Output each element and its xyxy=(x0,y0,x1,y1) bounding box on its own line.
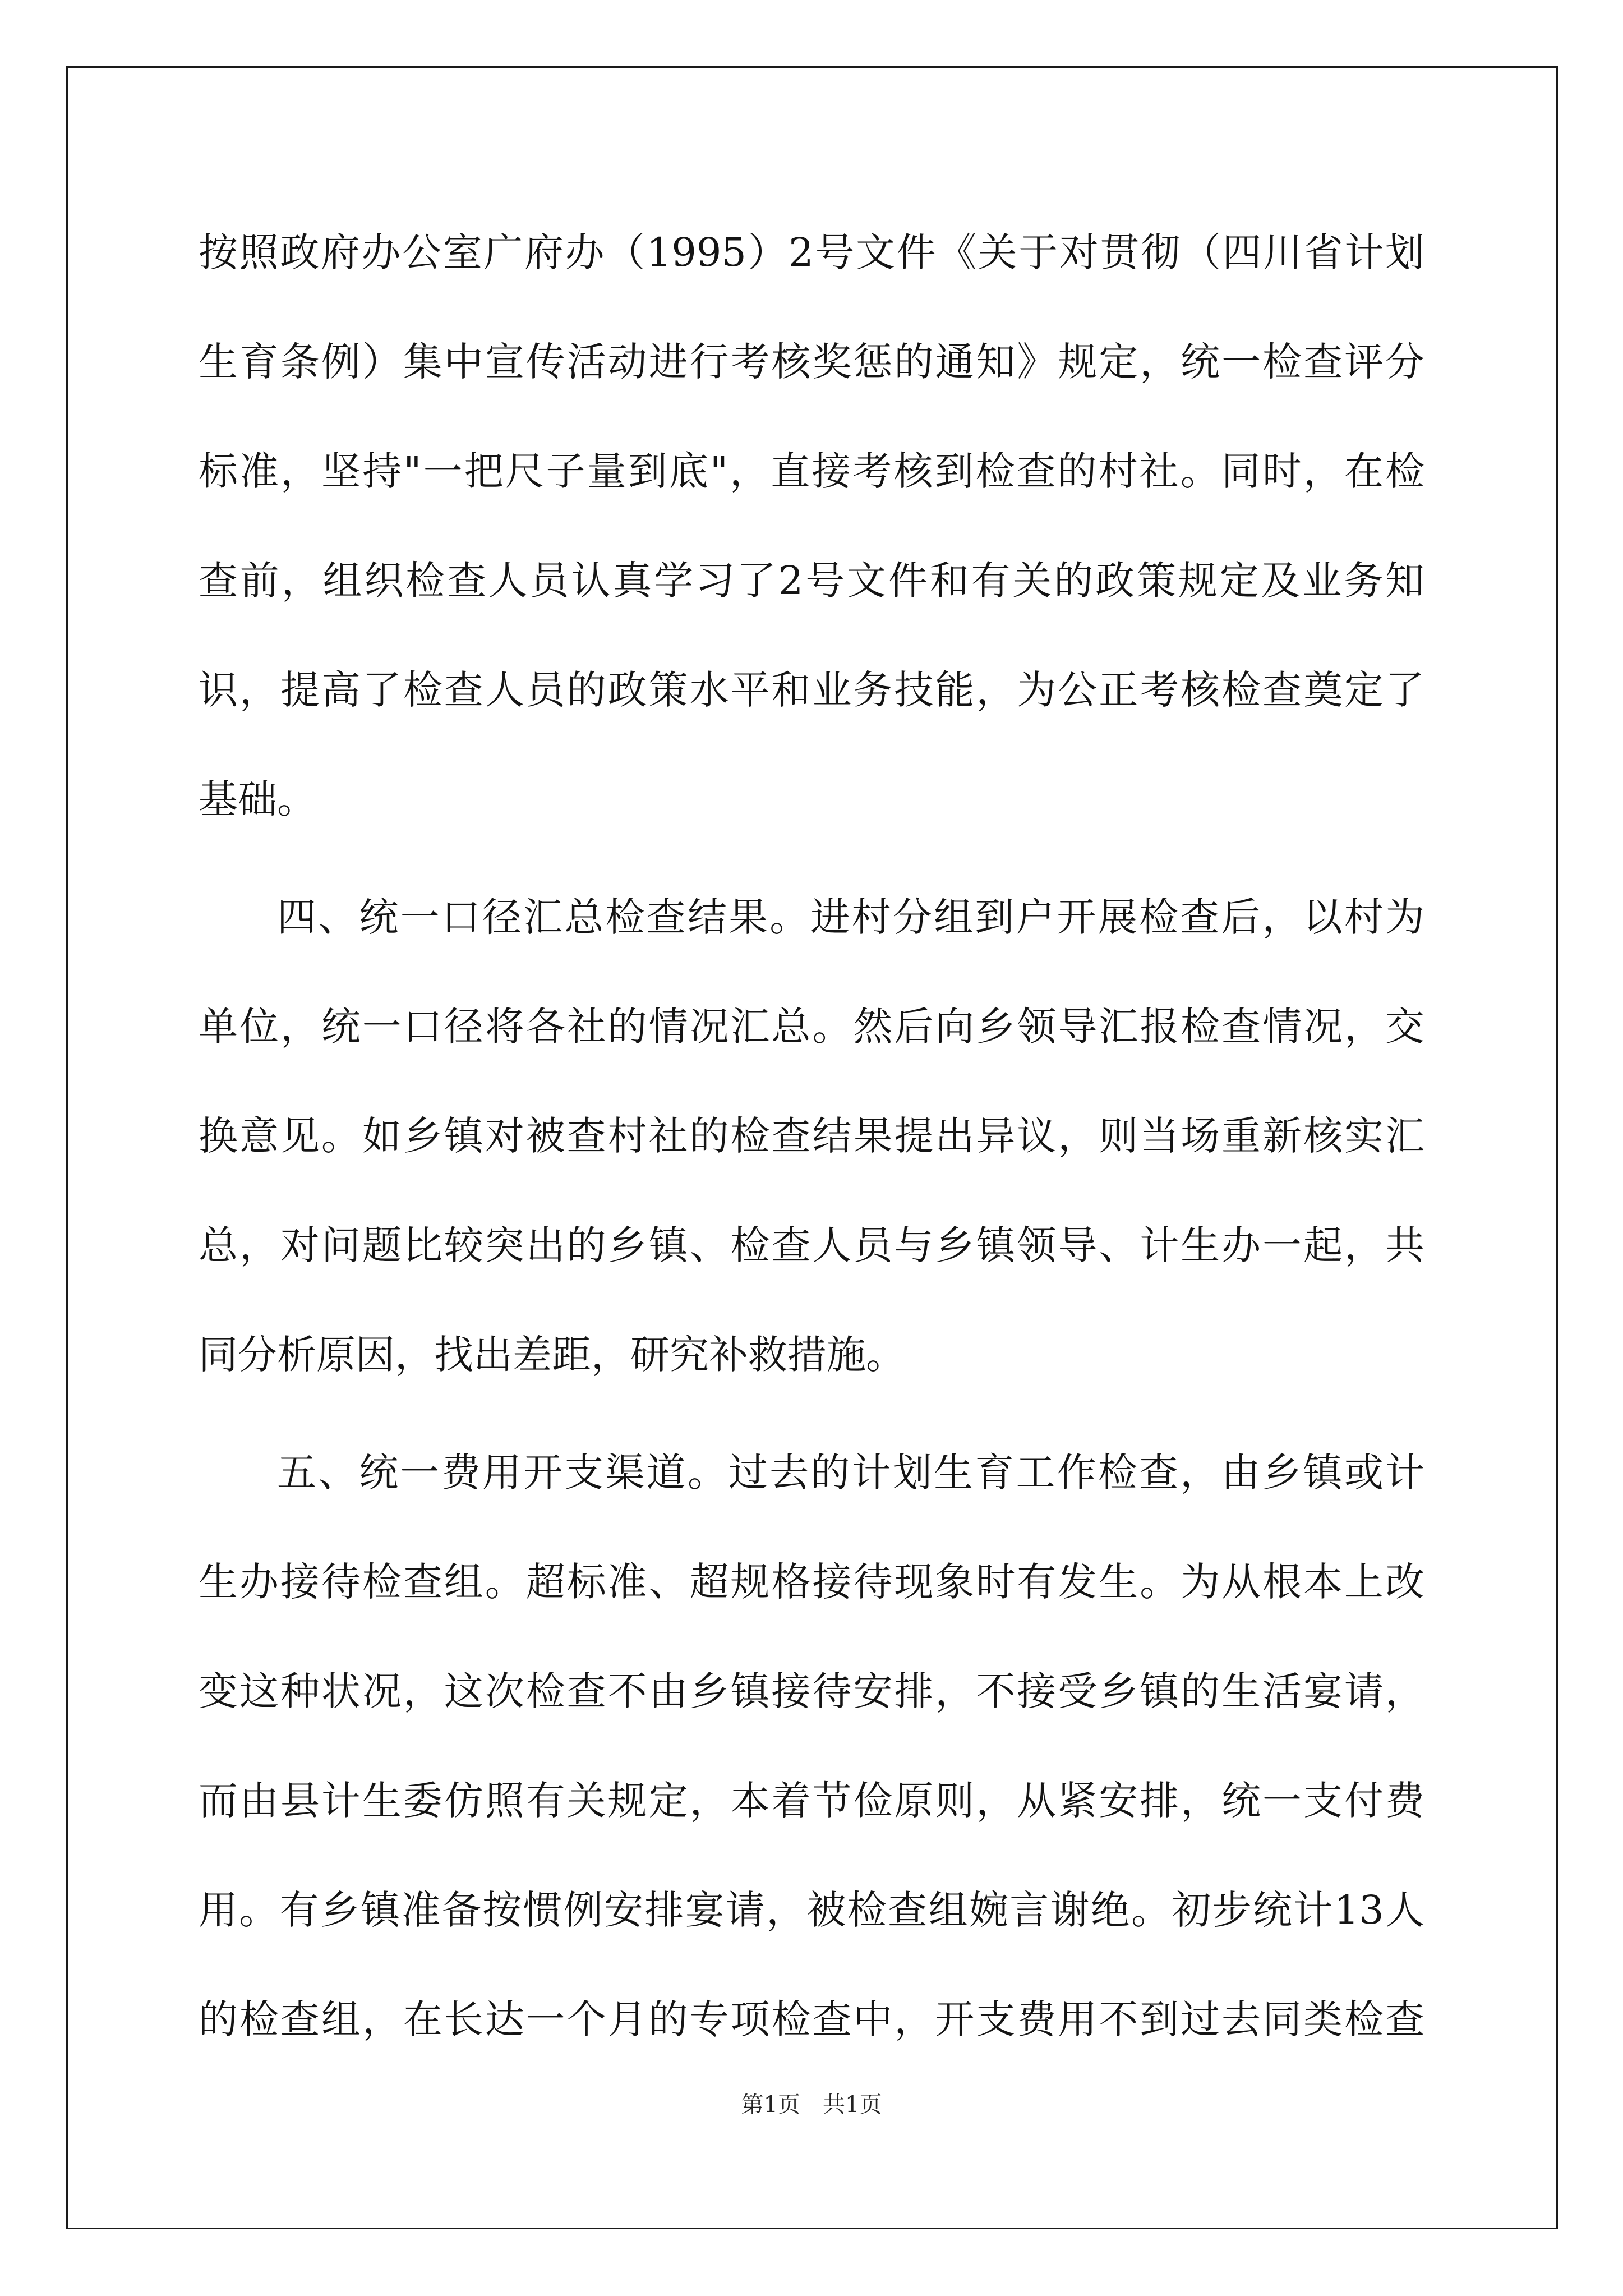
text-line: 而由县计生委仿照有关规定，本着节俭原则，从紧安排，统一支付费 xyxy=(199,1778,1424,1824)
text-line: 基础。 xyxy=(199,776,316,822)
text-line: 四、统一口径汇总检查结果。进村分组到户开展检查后，以村为 xyxy=(277,894,1424,940)
text-line: 换意见。如乡镇对被查村社的检查结果提出异议，则当场重新核实汇 xyxy=(199,1113,1424,1159)
text-line: 生育条例）集中宣传活动进行考核奖惩的通知》规定，统一检查评分 xyxy=(199,339,1424,385)
text-line: 同分析原因，找出差距，研究补救措施。 xyxy=(199,1332,905,1378)
text-line: 五、统一费用开支渠道。过去的计划生育工作检查，由乡镇或计 xyxy=(277,1450,1424,1496)
text-line: 变这种状况，这次检查不由乡镇接待安排，不接受乡镇的生活宴请， xyxy=(199,1668,1424,1714)
text-line: 单位，统一口径将各社的情况汇总。然后向乡领导汇报检查情况，交 xyxy=(199,1004,1424,1050)
text-line: 用。有乡镇准备按惯例安排宴请，被检查组婉言谢绝。初步统计13人 xyxy=(199,1887,1424,1933)
text-line: 总，对问题比较突出的乡镇、检查人员与乡镇领导、计生办一起，共 xyxy=(199,1222,1424,1268)
text-line: 按照政府办公室广府办（1995）2号文件《关于对贯彻（四川省计划 xyxy=(199,229,1424,275)
text-line: 的检查组，在长达一个月的专项检查中，开支费用不到过去同类检查 xyxy=(199,1996,1424,2042)
text-line: 查前，组织检查人员认真学习了2号文件和有关的政策规定及业务知 xyxy=(199,558,1424,604)
page-number-footer: 第1页 共1页 xyxy=(741,2092,882,2118)
text-line: 识，提高了检查人员的政策水平和业务技能，为公正考核检查奠定了 xyxy=(199,667,1424,713)
text-line: 生办接待检查组。超标准、超规格接待现象时有发生。为从根本上改 xyxy=(199,1559,1424,1605)
text-line: 标准，坚持"一把尺子量到底"，直接考核到检查的村社。同时，在检 xyxy=(199,448,1424,494)
